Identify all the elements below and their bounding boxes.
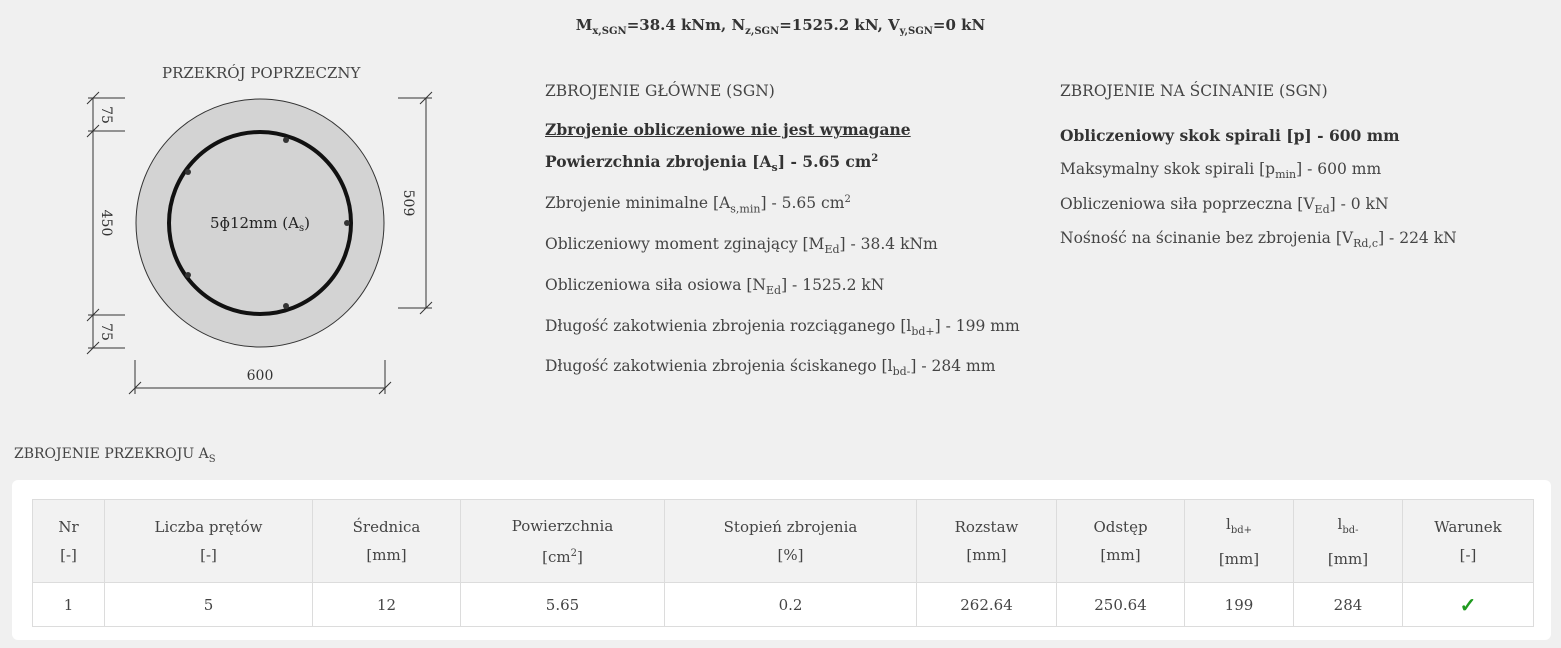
- table-row: [33, 583, 1534, 627]
- shear-reinforcement-heading: ZBROJENIE NA ŚCINANIE (SGN): [1060, 82, 1328, 100]
- asmin-row: Zbrojenie minimalne $[A_{s,min}] - 5.65$ $cm^2$: [545, 194, 851, 216]
- as-row: Powierzchnia zbrojenia $[A_s] - 5.65$ $cm^2$: [545, 152, 879, 175]
- th-condition: Warunek [-]: [1403, 500, 1534, 583]
- rebar-label: 5ɸ12mm $(A_s)$: [210, 214, 310, 234]
- cross-section-title: PRZEKRÓJ POPRZECZNY: [162, 64, 361, 82]
- main-reinforcement-heading: ZBROJENIE GŁÓWNE (SGN): [545, 82, 775, 100]
- th-spacing: Rozstaw [mm]: [917, 500, 1057, 583]
- th-gap: Odstęp [mm]: [1057, 500, 1185, 583]
- lbd-minus-row: Długość zakotwienia zbrojenia ściskanego $[l_{bd-}] - 284$ mm: [545, 357, 996, 379]
- th-nr: Nr [-]: [33, 500, 105, 583]
- rebar-dot: [344, 220, 350, 226]
- ved-row: Obliczeniowa siła poprzeczna $[V_{Ed}] - 0$ kN: [1060, 195, 1389, 217]
- v-value: =0 kN: [932, 16, 986, 34]
- cell-lbd-minus: 284: [1294, 583, 1403, 627]
- ned-row: Obliczeniowa siła osiowa $[N_{Ed}] - 1525.2$ kN: [545, 276, 885, 298]
- cell-area: 5.65: [461, 583, 665, 627]
- lbd-plus-row: Długość zakotwienia zbrojenia rozciąganego $[l_{bd+}] - 199$ mm: [545, 317, 1020, 339]
- main-reinforcement-panel: [545, 82, 1025, 392]
- n-value: =1525.2 kN,: [779, 16, 889, 34]
- vrdc-row: Nośność na ścinanie bez zbrojenia $[V_{Rd,c}] - 224$ kN: [1060, 229, 1457, 251]
- as-table-heading: ZBROJENIE PRZEKROJU $A_S$: [14, 446, 216, 465]
- as-table-card: [12, 480, 1551, 640]
- dim-width-label: 600: [246, 368, 274, 384]
- cell-ratio: 0.2: [665, 583, 917, 627]
- dim-bottom-label: 75: [98, 323, 114, 341]
- m-value: =38.4 kNm,: [626, 16, 732, 34]
- m-sub: x,SGN: [592, 26, 627, 37]
- cell-diameter: 12: [313, 583, 461, 627]
- pmin-row: Maksymalny skok spirali $[p_{min}] - 600$ mm: [1060, 160, 1382, 182]
- shear-reinforcement-panel: [1060, 82, 1540, 282]
- spiral-pitch-row: Obliczeniowy skok spirali [p] - 600 mm: [1060, 126, 1400, 145]
- v-sub: y,SGN: [899, 26, 933, 37]
- th-count: Liczba prętów [-]: [105, 500, 313, 583]
- cell-count: 5: [105, 583, 313, 627]
- m-label: M: [575, 16, 593, 34]
- not-required-note: Zbrojenie obliczeniowe nie jest wymagane: [545, 120, 911, 139]
- cell-lbd-plus: 199: [1185, 583, 1294, 627]
- cell-gap: 250.64: [1057, 583, 1185, 627]
- rebar-dot: [283, 303, 289, 309]
- th-ratio: Stopień zbrojenia [%]: [665, 500, 917, 583]
- th-diameter: Średnica [mm]: [313, 500, 461, 583]
- th-lbd-plus: $l_{bd+}$ [mm]: [1185, 500, 1294, 583]
- cell-nr: 1: [33, 583, 105, 627]
- dim-middle-label: 450: [98, 209, 114, 237]
- dim-right-label: 509: [400, 189, 416, 217]
- med-row: Obliczeniowy moment zginający $[M_{Ed}] - 38.4$ kNm: [545, 235, 938, 257]
- th-lbd-minus: $l_{bd-}$ [mm]: [1294, 500, 1403, 583]
- checkmark-icon: ✓: [1459, 592, 1477, 617]
- rebar-dot: [185, 169, 191, 175]
- cell-spacing: 262.64: [917, 583, 1057, 627]
- dim-top-label: 75: [98, 106, 114, 124]
- cross-section-drawing: [80, 80, 460, 400]
- rebar-dot: [283, 137, 289, 143]
- table-header-row: [33, 500, 1534, 583]
- v-label: V: [888, 16, 900, 34]
- th-area: Powierzchnia $[cm^2]$: [461, 500, 665, 583]
- n-sub: z,SGN: [745, 26, 780, 37]
- n-label: N: [731, 16, 746, 34]
- cell-condition: [1403, 583, 1534, 627]
- as-table: [32, 499, 1534, 627]
- rebar-dot: [185, 272, 191, 278]
- load-summary: [0, 16, 1561, 37]
